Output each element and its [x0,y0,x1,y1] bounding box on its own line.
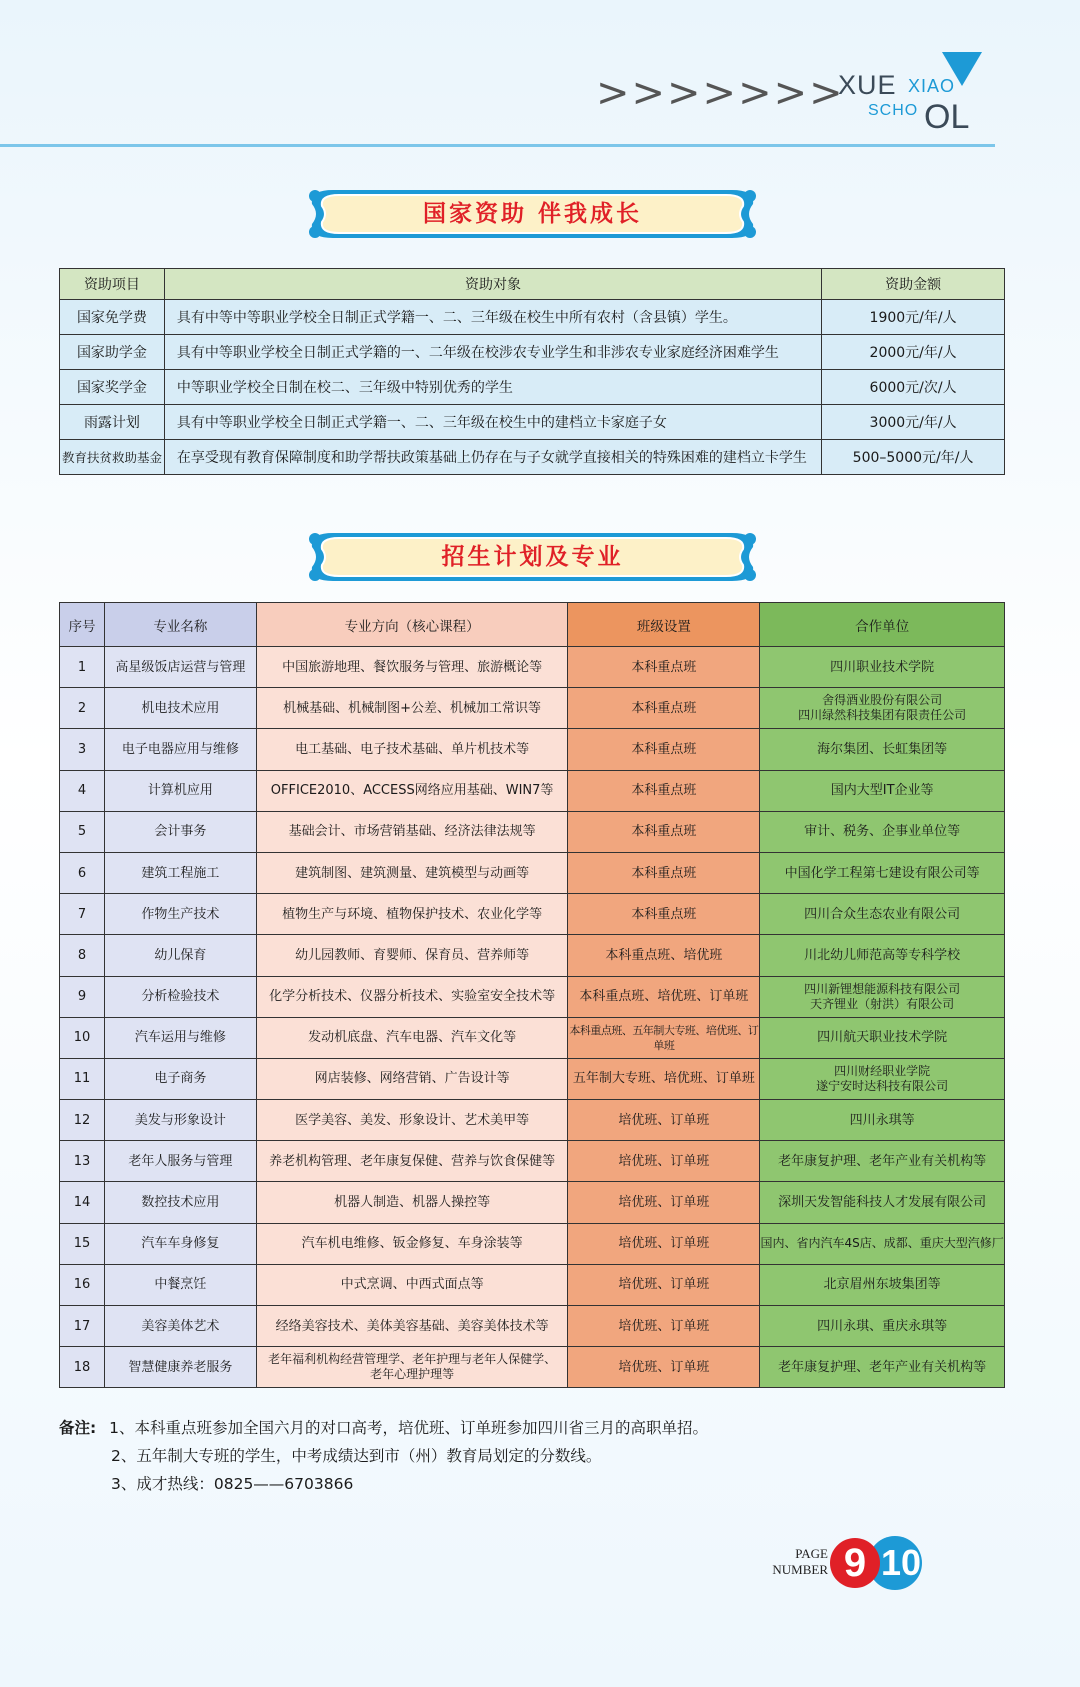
major-courses-cell: 化学分析技术、仪器分析技术、实验室安全技术等 [256,976,568,1017]
aid-amount-cell: 1900元/年/人 [822,300,1005,335]
major-table-row [60,935,1005,976]
major-partner-cell: 北京眉州东坡集团等 [760,1264,1005,1305]
school-logo [838,62,988,142]
aid-table-row [60,370,1005,405]
major-index-cell: 17 [60,1306,105,1347]
major-partner-cell: 四川合众生态农业有限公司 [760,894,1005,935]
major-name-cell: 计算机应用 [104,770,256,811]
major-partner-cell: 舍得酒业股份有限公司 四川绿然科技集团有限责任公司 [760,688,1005,729]
aid-item-cell: 国家助学金 [60,335,165,370]
note-item: 2、五年制大专班的学生，中考成绩达到市（州）教育局划定的分数线。 [111,1447,602,1465]
major-table-row [60,1141,1005,1182]
aid-table [59,268,1005,475]
major-table-row [60,976,1005,1017]
major-classes-cell: 本科重点班 [568,688,760,729]
major-courses-cell: OFFICE2010、ACCESS网络应用基础、WIN7等 [256,770,568,811]
major-partner-cell: 四川航天职业技术学院 [760,1017,1005,1058]
major-classes-cell: 培优班、订单班 [568,1347,760,1388]
aid-amount-cell: 3000元/年/人 [822,405,1005,440]
major-name-cell: 电子商务 [104,1058,256,1099]
aid-item-cell: 教育扶贫救助基金 [60,440,165,475]
logo-text-scho: SCHO [868,102,919,119]
major-partner-cell: 海尔集团、长虹集团等 [760,729,1005,770]
aid-table-row [60,335,1005,370]
note-line [59,1414,708,1442]
major-section-title: 招生计划及专业 [441,544,624,570]
major-partner-cell: 四川财经职业学院 遂宁安时达科技有限公司 [760,1058,1005,1099]
major-partner-cell: 审计、税务、企事业单位等 [760,811,1005,852]
major-header-index: 序号 [60,603,105,647]
major-index-cell: 4 [60,770,105,811]
major-courses-cell: 建筑制图、建筑测量、建筑模型与动画等 [256,852,568,893]
major-table-row [60,894,1005,935]
major-courses-cell: 电工基础、电子技术基础、单片机技术等 [256,729,568,770]
logo-text-xiao: XIAO [908,76,956,96]
major-classes-cell: 本科重点班 [568,894,760,935]
major-name-cell: 汽车车身修复 [104,1223,256,1264]
major-partner-cell: 中国化学工程第七建设有限公司等 [760,852,1005,893]
header-divider [0,144,995,147]
major-table [59,602,1005,1388]
major-name-cell: 美发与形象设计 [104,1100,256,1141]
aid-table-row [60,440,1005,475]
major-table-row [60,1100,1005,1141]
major-name-cell: 中餐烹饪 [104,1264,256,1305]
major-partner-cell: 四川新锂想能源科技有限公司 天齐锂业（射洪）有限公司 [760,976,1005,1017]
major-table-row [60,1264,1005,1305]
major-header-partners: 合作单位 [760,603,1005,647]
aid-section-title: 国家资助 伴我成长 [422,201,642,227]
aid-target-cell: 具有中等职业学校全日制正式学籍一、二、三年级在校生中的建档立卡家庭子女 [164,405,821,440]
major-index-cell: 9 [60,976,105,1017]
major-table-row [60,852,1005,893]
major-courses-cell: 幼儿园教师、育婴师、保育员、营养师等 [256,935,568,976]
aid-header-item: 资助项目 [60,269,165,300]
major-courses-cell: 机械基础、机械制图+公差、机械加工常识等 [256,688,568,729]
major-name-cell: 分析检验技术 [104,976,256,1017]
major-table-row [60,729,1005,770]
major-courses-cell: 中国旅游地理、餐饮服务与管理、旅游概论等 [256,647,568,688]
major-index-cell: 3 [60,729,105,770]
major-courses-cell: 网店装修、网络营销、广告设计等 [256,1058,568,1099]
major-index-cell: 10 [60,1017,105,1058]
notes-label: 备注: [59,1419,97,1437]
major-table-row [60,1223,1005,1264]
major-partner-cell: 四川永琪等 [760,1100,1005,1141]
major-classes-cell: 本科重点班、五年制大专班、培优班、订单班 [568,1017,760,1058]
major-table-row [60,811,1005,852]
major-table-row [60,1182,1005,1223]
aid-target-cell: 在享受现有教育保障制度和助学帮扶政策基础上仍存在与子女就学直接相关的特殊困难的建档立卡学生 [164,440,821,475]
major-courses-cell: 老年福利机构经营管理学、老年护理与老年人保健学、 老年心理护理等 [256,1347,568,1388]
major-name-cell: 作物生产技术 [104,894,256,935]
major-name-cell: 数控技术应用 [104,1182,256,1223]
major-name-cell: 电子电器应用与维修 [104,729,256,770]
major-table-row [60,1017,1005,1058]
major-name-cell: 智慧健康养老服务 [104,1347,256,1388]
major-partner-cell: 老年康复护理、老年产业有关机构等 [760,1347,1005,1388]
major-index-cell: 12 [60,1100,105,1141]
major-partner-cell: 川北幼儿师范高等专科学校 [760,935,1005,976]
aid-item-cell: 雨露计划 [60,405,165,440]
header-arrows: >>>>>>> [596,70,845,116]
major-index-cell: 13 [60,1141,105,1182]
aid-table-header [60,269,1005,300]
page-label-line2: NUMBER [772,1562,828,1577]
major-classes-cell: 本科重点班 [568,770,760,811]
major-name-cell: 美容美体艺术 [104,1306,256,1347]
major-courses-cell: 汽车机电维修、钣金修复、车身涂装等 [256,1223,568,1264]
major-table-row [60,1306,1005,1347]
note-item: 3、成才热线：0825——6703866 [111,1475,354,1493]
major-courses-cell: 经络美容技术、美体美容基础、美容美体技术等 [256,1306,568,1347]
note-item: 1、本科重点班参加全国六月的对口高考，培优班、订单班参加四川省三月的高职单招。 [109,1419,709,1437]
major-index-cell: 2 [60,688,105,729]
major-index-cell: 6 [60,852,105,893]
page-number-label [758,1546,828,1578]
major-courses-cell: 基础会计、市场营销基础、经济法律法规等 [256,811,568,852]
major-classes-cell: 五年制大专班、培优班、订单班 [568,1058,760,1099]
major-header-courses: 专业方向（核心课程） [256,603,568,647]
major-classes-cell: 本科重点班 [568,852,760,893]
major-courses-cell: 中式烹调、中西式面点等 [256,1264,568,1305]
major-classes-cell: 本科重点班、培优班 [568,935,760,976]
major-name-cell: 会计事务 [104,811,256,852]
major-classes-cell: 培优班、订单班 [568,1141,760,1182]
major-table-header [60,603,1005,647]
major-name-cell: 汽车运用与维修 [104,1017,256,1058]
major-table-row [60,647,1005,688]
logo-text-xue: XUE [838,70,897,100]
major-classes-cell: 培优班、订单班 [568,1306,760,1347]
aid-amount-cell: 6000元/次/人 [822,370,1005,405]
aid-header-amount: 资助金额 [822,269,1005,300]
notes-section [59,1414,708,1498]
major-partner-cell: 四川职业技术学院 [760,647,1005,688]
aid-table-row [60,405,1005,440]
aid-table-row [60,300,1005,335]
page-label-line1: PAGE [795,1546,828,1561]
major-index-cell: 7 [60,894,105,935]
aid-target-cell: 具有中等中等职业学校全日制正式学籍一、二、三年级在校生中所有农村（含县镇）学生。 [164,300,821,335]
major-classes-cell: 培优班、订单班 [568,1264,760,1305]
major-index-cell: 18 [60,1347,105,1388]
major-classes-cell: 培优班、订单班 [568,1100,760,1141]
major-index-cell: 11 [60,1058,105,1099]
major-courses-cell: 养老机构管理、老年康复保健、营养与饮食保健等 [256,1141,568,1182]
aid-item-cell: 国家奖学金 [60,370,165,405]
major-courses-cell: 发动机底盘、汽车电器、汽车文化等 [256,1017,568,1058]
major-index-cell: 1 [60,647,105,688]
aid-item-cell: 国家免学费 [60,300,165,335]
major-header-classes: 班级设置 [568,603,760,647]
aid-section-banner [305,184,760,244]
page-number [758,1534,938,1594]
major-classes-cell: 培优班、订单班 [568,1223,760,1264]
major-partner-cell: 国内、省内汽车4S店、成都、重庆大型汽修厂 [760,1223,1005,1264]
major-section-banner [305,527,760,587]
major-name-cell: 机电技术应用 [104,688,256,729]
major-partner-cell: 国内大型IT企业等 [760,770,1005,811]
major-name-cell: 幼儿保育 [104,935,256,976]
major-name-cell: 高星级饭店运营与管理 [104,647,256,688]
aid-amount-cell: 500–5000元/年/人 [822,440,1005,475]
major-table-row [60,688,1005,729]
major-table-row [60,1058,1005,1099]
major-partner-cell: 四川永琪、重庆永琪等 [760,1306,1005,1347]
major-courses-cell: 机器人制造、机器人操控等 [256,1182,568,1223]
major-name-cell: 老年人服务与管理 [104,1141,256,1182]
major-classes-cell: 本科重点班、培优班、订单班 [568,976,760,1017]
major-classes-cell: 本科重点班 [568,729,760,770]
major-index-cell: 5 [60,811,105,852]
major-table-row [60,1347,1005,1388]
aid-target-cell: 中等职业学校全日制在校二、三年级中特别优秀的学生 [164,370,821,405]
major-index-cell: 15 [60,1223,105,1264]
major-table-row [60,770,1005,811]
major-classes-cell: 本科重点班 [568,647,760,688]
major-index-cell: 8 [60,935,105,976]
major-header-name: 专业名称 [104,603,256,647]
aid-target-cell: 具有中等职业学校全日制正式学籍的一、二年级在校涉农专业学生和非涉农专业家庭经济困难学生 [164,335,821,370]
major-partner-cell: 深圳天发智能科技人才发展有限公司 [760,1182,1005,1223]
major-classes-cell: 培优班、订单班 [568,1182,760,1223]
major-name-cell: 建筑工程施工 [104,852,256,893]
page-number-left: 9 [830,1538,880,1588]
aid-amount-cell: 2000元/年/人 [822,335,1005,370]
logo-text-ol: OL [924,98,970,136]
major-partner-cell: 老年康复护理、老年产业有关机构等 [760,1141,1005,1182]
aid-header-target: 资助对象 [164,269,821,300]
major-index-cell: 16 [60,1264,105,1305]
major-courses-cell: 植物生产与环境、植物保护技术、农业化学等 [256,894,568,935]
page-number-right: 10 [868,1536,922,1590]
major-classes-cell: 本科重点班 [568,811,760,852]
major-index-cell: 14 [60,1182,105,1223]
major-courses-cell: 医学美容、美发、形象设计、艺术美甲等 [256,1100,568,1141]
